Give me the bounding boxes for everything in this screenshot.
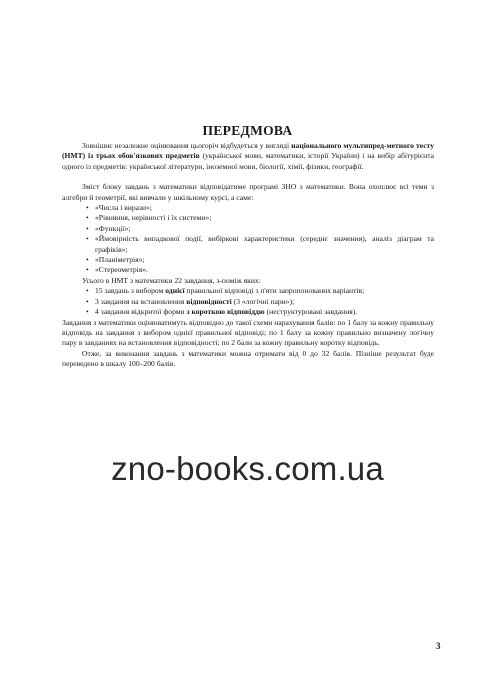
task-type-text: 3 завдання на встановлення [95,296,187,306]
scoring-paragraph: Завдання з математики оцінюватимуть відповідно до такої схеми нарахування балів: по 1 балу за кожну правильну відповідь на завдання з вибором однієї правильної відповіді; по 1 балу за кожну правильно визначену логічну пару в завданнях на встановлення відповідності; по 2 бали за кожну правильну коротку відповідь. [62,317,434,348]
task-type-text: (3 «логічні пари»); [231,296,295,306]
task-type-bold: з короткою відповіддю [186,307,265,317]
total-tasks-line: Усього в НМТ з математики 22 завдання, з-поміж яких: [82,275,261,285]
topic-item: • «Числа і вирази»; [62,203,434,213]
topic-item: • «Ймовірність випадкової події, вибіркові характеристики (середнє значення), аналіз діаграм та графіків»; [62,234,434,255]
page-number: 3 [436,641,441,651]
task-type-item [62,307,434,317]
intro-paragraph [62,141,434,172]
task-type-bold: відповідності [186,296,232,306]
task-type-text: 4 завдання відкритої форми [95,307,187,317]
document-body [62,141,434,370]
task-type-item [62,297,434,307]
intro-text-2: (української мови, математики, історії України) і на вибір абітурієнта одного із предметів: української літератури, іноземної мови, біології, хімії, фізики, географії. [62,151,434,171]
task-type-text: 15 завдань з вибором [95,286,166,296]
task-type-text: (неструктуровані завдання). [264,307,358,317]
topic-item: • «Рівняння, нерівності і їх системи»; [62,213,434,223]
intro-text-1: Зовнішнє незалежне оцінювання цьогоріч відбудеться у вигляді [82,141,292,150]
task-type-bold: однієї [165,286,185,296]
content-paragraph: Зміст блоку завдань з математики відповідатиме програмі ЗНО з математики. Вона охоплює всі теми з алгебри й геометрії, які вивчали у шкільному курсі, а саме: [62,182,434,202]
watermark-text: zno-books.com.ua [111,450,384,487]
intro-bold-text: національного мультипред-метного тесту (НМТ) із трьох обов'язкових предметів [62,141,434,161]
topic-item: • «Функції»; [62,224,434,234]
topic-item: • «Стереометрія». [62,265,434,275]
task-type-text: правильної відповіді з п'яти запропонованих варіантів; [184,286,365,296]
final-paragraph: Отже, за виконання завдань з математики можна отримати від 0 до 32 балів. Пізніше результат буде переведено в шкалу 100–200 балів. [62,348,434,369]
task-types-list [62,286,434,317]
topic-item: • «Планіметрія»; [62,255,434,265]
task-type-item [62,286,434,296]
page-title: ПЕРЕДМОВА [202,123,293,138]
topics-list [62,203,434,276]
